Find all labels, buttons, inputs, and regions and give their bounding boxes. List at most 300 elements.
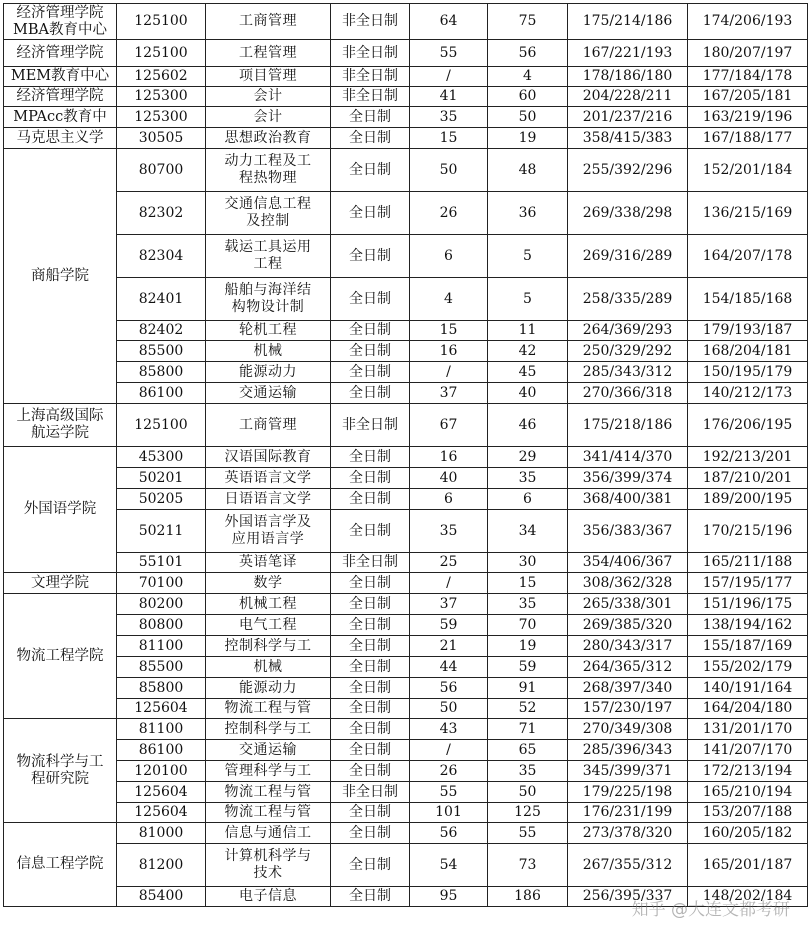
study-mode-cell: 全日制	[331, 362, 410, 383]
admitted-count-cell: 55	[488, 823, 568, 844]
admitted-count-cell: 35	[488, 594, 568, 615]
major-code-cell: 82402	[117, 321, 206, 341]
second-round-score-cell: 164/207/178	[688, 235, 808, 278]
plan-count-cell: 44	[410, 657, 488, 678]
major-name-cell	[206, 128, 331, 149]
admitted-count-cell: 30	[488, 553, 568, 573]
first-round-score-cell: 201/237/216	[568, 107, 688, 128]
cell-line: 商船学院	[31, 267, 89, 284]
major-name-cell	[206, 761, 331, 782]
major-name-cell	[206, 447, 331, 468]
cell-line: 工商管理	[239, 13, 297, 29]
cell-line: 物流工程学院	[16, 647, 104, 664]
admitted-count-cell: 73	[488, 844, 568, 887]
first-round-score-cell: 179/225/198	[568, 782, 688, 803]
table-row	[4, 87, 808, 107]
major-name-cell	[206, 699, 331, 719]
cell-line: 文理学院	[31, 574, 89, 591]
study-mode-cell: 全日制	[331, 657, 410, 678]
second-round-score-cell: 168/204/181	[688, 341, 808, 362]
major-name-cell	[206, 678, 331, 699]
first-round-score-cell: 273/378/320	[568, 823, 688, 844]
cell-line: 经济管理学院	[16, 44, 104, 61]
cell-line: 经济管理学院	[16, 88, 104, 104]
cell-line: 控制科学与工	[224, 637, 312, 654]
plan-count-cell: /	[410, 362, 488, 383]
cell-line: 英语笔译	[239, 554, 297, 570]
second-round-score-cell: 150/195/179	[688, 362, 808, 383]
second-round-score-cell: 167/205/181	[688, 87, 808, 107]
admitted-count-cell: 48	[488, 149, 568, 192]
first-round-score-cell: 264/369/293	[568, 321, 688, 341]
second-round-score-cell: 165/201/187	[688, 844, 808, 887]
table-row	[4, 657, 808, 678]
admitted-count-cell: 70	[488, 615, 568, 636]
table-row	[4, 510, 808, 553]
cell-line: 经济管理学院	[16, 4, 104, 21]
cell-line: 控制科学与工	[224, 720, 312, 737]
first-round-score-cell: 264/365/312	[568, 657, 688, 678]
plan-count-cell: 56	[410, 678, 488, 699]
table-row	[4, 67, 808, 87]
first-round-score-cell: 255/392/296	[568, 149, 688, 192]
study-mode-cell: 全日制	[331, 573, 410, 594]
plan-count-cell: 54	[410, 844, 488, 887]
plan-count-cell: 43	[410, 719, 488, 740]
first-round-score-cell: 175/214/186	[568, 4, 688, 40]
study-mode-cell: 全日制	[331, 192, 410, 235]
second-round-score-cell: 167/188/177	[688, 128, 808, 149]
first-round-score-cell: 368/400/381	[568, 489, 688, 510]
first-round-score-cell: 258/335/289	[568, 278, 688, 321]
major-code-cell: 50205	[117, 489, 206, 510]
cell-line: 应用语言学	[231, 531, 305, 547]
cell-line: 程研究院	[31, 770, 89, 787]
plan-count-cell: 26	[410, 761, 488, 782]
major-name-cell	[206, 657, 331, 678]
study-mode-cell: 全日制	[331, 321, 410, 341]
study-mode-cell: 全日制	[331, 468, 410, 489]
cell-line: 英语语言文学	[224, 469, 312, 486]
first-round-score-cell: 269/385/320	[568, 615, 688, 636]
first-round-score-cell: 354/406/367	[568, 553, 688, 573]
study-mode-cell: 非全日制	[331, 67, 410, 87]
major-code-cell: 125100	[117, 40, 206, 67]
plan-count-cell: 64	[410, 4, 488, 40]
study-mode-cell: 全日制	[331, 128, 410, 149]
major-code-cell: 50201	[117, 468, 206, 489]
college-cell	[4, 4, 117, 40]
study-mode-cell: 非全日制	[331, 782, 410, 803]
college-cell	[4, 594, 117, 719]
first-round-score-cell: 269/338/298	[568, 192, 688, 235]
first-round-score-cell: 285/396/343	[568, 740, 688, 761]
table-row	[4, 740, 808, 761]
admitted-count-cell: 29	[488, 447, 568, 468]
second-round-score-cell: 189/200/195	[688, 489, 808, 510]
admitted-count-cell: 60	[488, 87, 568, 107]
plan-count-cell: 50	[410, 699, 488, 719]
table-row	[4, 192, 808, 235]
second-round-score-cell: 148/202/184	[688, 887, 808, 907]
second-round-score-cell: 157/195/177	[688, 573, 808, 594]
major-name-cell	[206, 510, 331, 553]
second-round-score-cell: 155/202/179	[688, 657, 808, 678]
major-code-cell: 125602	[117, 67, 206, 87]
major-name-cell	[206, 107, 331, 128]
plan-count-cell: 55	[410, 40, 488, 67]
table-row	[4, 615, 808, 636]
cell-line: 外国语学院	[23, 501, 97, 517]
major-code-cell: 82302	[117, 192, 206, 235]
admitted-count-cell: 19	[488, 636, 568, 657]
second-round-score-cell: 136/215/169	[688, 192, 808, 235]
plan-count-cell: 16	[410, 341, 488, 362]
plan-count-cell: 6	[410, 235, 488, 278]
admitted-count-cell: 36	[488, 192, 568, 235]
admitted-count-cell: 56	[488, 40, 568, 67]
second-round-score-cell: 155/187/169	[688, 636, 808, 657]
major-code-cell: 70100	[117, 573, 206, 594]
major-name-cell	[206, 803, 331, 823]
cell-line: 及控制	[246, 213, 290, 229]
admitted-count-cell: 45	[488, 362, 568, 383]
major-name-cell	[206, 149, 331, 192]
cell-line: 轮机工程	[239, 322, 297, 338]
admission-score-table	[3, 3, 808, 907]
second-round-score-cell: 163/219/196	[688, 107, 808, 128]
second-round-score-cell: 152/201/184	[688, 149, 808, 192]
cell-line: 上海高级国际	[16, 408, 104, 424]
first-round-score-cell: 269/316/289	[568, 235, 688, 278]
second-round-score-cell: 164/204/180	[688, 699, 808, 719]
study-mode-cell: 全日制	[331, 149, 410, 192]
plan-count-cell: 35	[410, 107, 488, 128]
major-name-cell	[206, 404, 331, 447]
admitted-count-cell: 65	[488, 740, 568, 761]
second-round-score-cell: 176/206/195	[688, 404, 808, 447]
plan-count-cell: 4	[410, 278, 488, 321]
watermark: 知乎 @大连文都考研	[631, 900, 790, 920]
study-mode-cell: 全日制	[331, 887, 410, 907]
admitted-count-cell: 35	[488, 761, 568, 782]
plan-count-cell: 37	[410, 594, 488, 615]
major-code-cell: 55101	[117, 553, 206, 573]
cell-line: MBA教育中心	[13, 21, 107, 38]
cell-line: 物流科学与工	[16, 753, 104, 770]
first-round-score-cell: 204/228/211	[568, 87, 688, 107]
cell-line: 管理科学与工	[224, 762, 312, 779]
table-row	[4, 321, 808, 341]
major-code-cell: 85500	[117, 341, 206, 362]
major-code-cell: 125604	[117, 782, 206, 803]
admitted-count-cell: 5	[488, 235, 568, 278]
second-round-score-cell: 180/207/197	[688, 40, 808, 67]
admitted-count-cell: 40	[488, 383, 568, 404]
major-name-cell	[206, 362, 331, 383]
study-mode-cell: 全日制	[331, 803, 410, 823]
first-round-score-cell: 358/415/383	[568, 128, 688, 149]
major-name-cell	[206, 489, 331, 510]
college-cell	[4, 573, 117, 594]
cell-line: 计算机科学与	[224, 848, 312, 864]
first-round-score-cell: 270/366/318	[568, 383, 688, 404]
first-round-score-cell: 175/218/186	[568, 404, 688, 447]
admitted-count-cell: 75	[488, 4, 568, 40]
study-mode-cell: 全日制	[331, 594, 410, 615]
table-row	[4, 678, 808, 699]
plan-count-cell: 16	[410, 447, 488, 468]
major-code-cell: 80800	[117, 615, 206, 636]
study-mode-cell: 全日制	[331, 740, 410, 761]
table-row	[4, 782, 808, 803]
major-code-cell: 30505	[117, 128, 206, 149]
plan-count-cell: /	[410, 67, 488, 87]
table-row	[4, 4, 808, 40]
second-round-score-cell: 174/206/193	[688, 4, 808, 40]
major-name-cell	[206, 67, 331, 87]
first-round-score-cell: 265/338/301	[568, 594, 688, 615]
college-cell	[4, 823, 117, 907]
first-round-score-cell: 270/349/308	[568, 719, 688, 740]
major-name-cell	[206, 341, 331, 362]
table-row	[4, 40, 808, 67]
major-name-cell	[206, 615, 331, 636]
study-mode-cell: 全日制	[331, 489, 410, 510]
major-name-cell	[206, 823, 331, 844]
second-round-score-cell: 165/210/194	[688, 782, 808, 803]
major-name-cell	[206, 887, 331, 907]
cell-line: 能源动力	[239, 363, 297, 380]
table-row	[4, 341, 808, 362]
first-round-score-cell: 341/414/370	[568, 447, 688, 468]
table-row	[4, 887, 808, 907]
major-code-cell: 125100	[117, 4, 206, 40]
second-round-score-cell: 141/207/170	[688, 740, 808, 761]
college-cell	[4, 40, 117, 67]
major-code-cell: 82304	[117, 235, 206, 278]
study-mode-cell: 全日制	[331, 636, 410, 657]
cell-line: 物流工程与管	[224, 804, 312, 820]
major-name-cell	[206, 719, 331, 740]
table-row	[4, 636, 808, 657]
college-cell	[4, 67, 117, 87]
admitted-count-cell: 42	[488, 341, 568, 362]
second-round-score-cell: 192/213/201	[688, 447, 808, 468]
study-mode-cell: 全日制	[331, 699, 410, 719]
major-name-cell	[206, 844, 331, 887]
major-code-cell: 80700	[117, 149, 206, 192]
major-name-cell	[206, 553, 331, 573]
second-round-score-cell: 151/196/175	[688, 594, 808, 615]
cell-line: 日语语言文学	[224, 490, 312, 507]
major-code-cell: 125300	[117, 87, 206, 107]
plan-count-cell: 40	[410, 468, 488, 489]
cell-line: MPAcc教育中	[13, 108, 107, 125]
cell-line: 电子信息	[239, 888, 297, 904]
plan-count-cell: 101	[410, 803, 488, 823]
table-row	[4, 278, 808, 321]
second-round-score-cell: 165/211/188	[688, 553, 808, 573]
cell-line: 交通运输	[239, 741, 297, 758]
cell-line: 载运工具运用	[224, 239, 312, 255]
study-mode-cell: 全日制	[331, 447, 410, 468]
second-round-score-cell: 170/215/196	[688, 510, 808, 553]
first-round-score-cell: 167/221/193	[568, 40, 688, 67]
table-row	[4, 719, 808, 740]
major-name-cell	[206, 235, 331, 278]
cell-line: 工程	[253, 256, 283, 272]
second-round-score-cell: 160/205/182	[688, 823, 808, 844]
first-round-score-cell: 268/397/340	[568, 678, 688, 699]
plan-count-cell: 15	[410, 321, 488, 341]
study-mode-cell: 非全日制	[331, 4, 410, 40]
cell-line: 机械	[253, 658, 283, 675]
cell-line: MEM教育中心	[10, 68, 110, 84]
cell-line: 电气工程	[239, 616, 297, 633]
first-round-score-cell: 345/399/371	[568, 761, 688, 782]
table-row	[4, 383, 808, 404]
cell-line: 信息与通信工	[224, 824, 312, 841]
cell-line: 外国语言学及	[224, 514, 312, 530]
second-round-score-cell: 179/193/187	[688, 321, 808, 341]
cell-line: 动力工程及工	[224, 153, 312, 169]
major-name-cell	[206, 468, 331, 489]
table-row	[4, 489, 808, 510]
cell-line: 物流工程与管	[224, 783, 312, 800]
study-mode-cell: 非全日制	[331, 40, 410, 67]
college-cell	[4, 404, 117, 447]
major-code-cell: 85400	[117, 887, 206, 907]
study-mode-cell: 全日制	[331, 341, 410, 362]
major-code-cell: 86100	[117, 740, 206, 761]
cell-line: 汉语国际教育	[224, 448, 312, 465]
major-code-cell: 81100	[117, 636, 206, 657]
major-code-cell: 125604	[117, 699, 206, 719]
cell-line: 工商管理	[239, 416, 297, 433]
table-row	[4, 803, 808, 823]
major-code-cell: 125100	[117, 404, 206, 447]
study-mode-cell: 全日制	[331, 678, 410, 699]
admitted-count-cell: 52	[488, 699, 568, 719]
cell-line: 机械	[253, 342, 283, 359]
college-cell	[4, 149, 117, 404]
table-row	[4, 468, 808, 489]
cell-line: 数学	[253, 574, 283, 591]
major-name-cell	[206, 40, 331, 67]
study-mode-cell: 全日制	[331, 510, 410, 553]
admitted-count-cell: 6	[488, 489, 568, 510]
table-row	[4, 362, 808, 383]
major-name-cell	[206, 192, 331, 235]
major-code-cell: 120100	[117, 761, 206, 782]
table-row	[4, 235, 808, 278]
study-mode-cell: 全日制	[331, 823, 410, 844]
second-round-score-cell: 153/207/188	[688, 803, 808, 823]
second-round-score-cell: 140/212/173	[688, 383, 808, 404]
plan-count-cell: 55	[410, 782, 488, 803]
admitted-count-cell: 15	[488, 573, 568, 594]
admitted-count-cell: 11	[488, 321, 568, 341]
admitted-count-cell: 186	[488, 887, 568, 907]
table-body	[4, 4, 808, 907]
table-row	[4, 823, 808, 844]
table-row	[4, 844, 808, 887]
plan-count-cell: 25	[410, 553, 488, 573]
cell-line: 思想政治教育	[224, 129, 312, 146]
cell-line: 交通运输	[239, 384, 297, 401]
major-name-cell	[206, 278, 331, 321]
major-code-cell: 81200	[117, 844, 206, 887]
cell-line: 工程管理	[239, 44, 297, 61]
plan-count-cell: 26	[410, 192, 488, 235]
major-name-cell	[206, 594, 331, 615]
plan-count-cell: 67	[410, 404, 488, 447]
table-row	[4, 128, 808, 149]
first-round-score-cell: 280/343/317	[568, 636, 688, 657]
cell-line: 机械工程	[239, 595, 297, 612]
study-mode-cell: 非全日制	[331, 87, 410, 107]
plan-count-cell: 56	[410, 823, 488, 844]
plan-count-cell: 37	[410, 383, 488, 404]
table-row	[4, 404, 808, 447]
table-row	[4, 447, 808, 468]
plan-count-cell: 15	[410, 128, 488, 149]
plan-count-cell: /	[410, 573, 488, 594]
table-row	[4, 761, 808, 782]
major-name-cell	[206, 321, 331, 341]
table-row	[4, 594, 808, 615]
first-round-score-cell: 157/230/197	[568, 699, 688, 719]
college-cell	[4, 719, 117, 823]
cell-line: 航运学院	[31, 425, 89, 441]
first-round-score-cell: 176/231/199	[568, 803, 688, 823]
major-code-cell: 81100	[117, 719, 206, 740]
cell-line: 信息工程学院	[16, 856, 104, 872]
admitted-count-cell: 50	[488, 107, 568, 128]
admitted-count-cell: 35	[488, 468, 568, 489]
study-mode-cell: 非全日制	[331, 553, 410, 573]
admitted-count-cell: 4	[488, 67, 568, 87]
second-round-score-cell: 131/201/170	[688, 719, 808, 740]
study-mode-cell: 全日制	[331, 235, 410, 278]
major-code-cell: 50211	[117, 510, 206, 553]
plan-count-cell: 21	[410, 636, 488, 657]
major-code-cell: 85800	[117, 678, 206, 699]
cell-line: 会计	[253, 88, 283, 104]
major-code-cell: 85500	[117, 657, 206, 678]
second-round-score-cell: 138/194/162	[688, 615, 808, 636]
admitted-count-cell: 19	[488, 128, 568, 149]
cell-line: 船舶与海洋结	[224, 282, 312, 298]
cell-line: 交通信息工程	[224, 196, 312, 212]
first-round-score-cell: 250/329/292	[568, 341, 688, 362]
admitted-count-cell: 125	[488, 803, 568, 823]
major-code-cell: 45300	[117, 447, 206, 468]
major-name-cell	[206, 87, 331, 107]
table-row	[4, 149, 808, 192]
table-row	[4, 573, 808, 594]
first-round-score-cell: 285/343/312	[568, 362, 688, 383]
major-name-cell	[206, 4, 331, 40]
second-round-score-cell: 140/191/164	[688, 678, 808, 699]
college-cell	[4, 447, 117, 573]
cell-line: 技术	[253, 865, 283, 881]
admitted-count-cell: 71	[488, 719, 568, 740]
major-code-cell: 125300	[117, 107, 206, 128]
major-name-cell	[206, 573, 331, 594]
study-mode-cell: 全日制	[331, 383, 410, 404]
